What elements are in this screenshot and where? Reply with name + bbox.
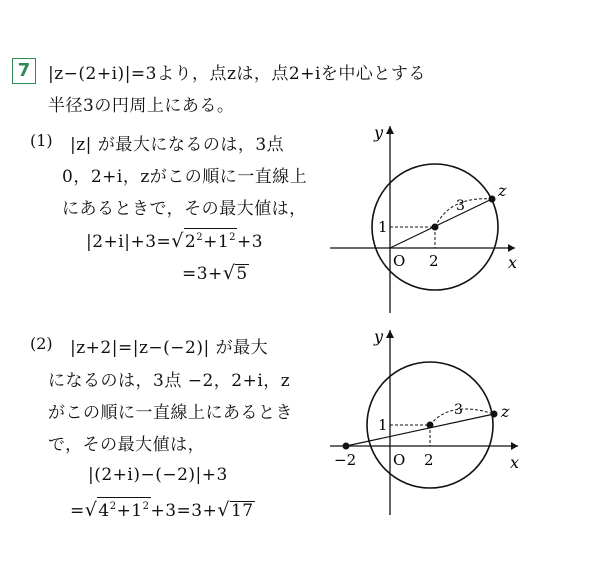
graph1-ray [390, 199, 492, 248]
part2-eq2-radicand-2: 17 [230, 501, 254, 521]
graph2-origin-label: O [393, 451, 406, 469]
graph1-x-label: x [508, 253, 518, 272]
graph1-x-arrow [508, 244, 515, 252]
part1-text-1: |z| が最大になるのは，3点 [70, 135, 285, 155]
part2-eq2-left: = [70, 501, 85, 521]
graph2-tick-y: 1 [378, 416, 388, 434]
graph1-y-arrow [386, 126, 394, 134]
part1-eq2-radicand: 5 [236, 264, 248, 284]
graph2-x-label: x [510, 453, 520, 472]
intro-line-2: 半径3の円周上にある。 [48, 96, 235, 116]
graph2-y-label: y [374, 327, 384, 346]
part1-eq1-left: |2+i|+3= [86, 232, 172, 252]
graph2-y-arrow [386, 330, 394, 338]
eq1-exp1: 2 [196, 232, 204, 243]
eq1-exp2: 2 [229, 232, 237, 243]
graph1-z-dot [489, 196, 496, 203]
eq2-plus: +1 [116, 501, 143, 521]
part1-eq1-tail: +3 [237, 232, 264, 252]
part1-eq1-radicand [184, 228, 237, 251]
graph2-x-arrow [511, 442, 518, 450]
part2-eq2-mid: +3=3+ [150, 501, 218, 521]
part2-text-3: がこの順に一直線上にあるとき [48, 403, 293, 423]
part1-text-2: 0，2+i，zがこの順に一直線上 [62, 167, 308, 187]
part1-label: (1) [30, 131, 53, 150]
part2-label: (2) [30, 334, 53, 353]
intro-line-1: |z−(2+i)|=3より，点zは，点2+iを中心とする [48, 64, 426, 84]
part2-equation-1: |(2+i)−(−2)|+3 [88, 465, 228, 485]
graph2-tick-x: 2 [424, 451, 434, 469]
eq2-exp2: 2 [142, 501, 150, 512]
part2-text-1: |z+2|=|z−(−2)| が最大 [70, 338, 269, 358]
part2-text-2: になるのは，3点 −2，2+i，z [48, 371, 291, 391]
eq2-exp1: 2 [109, 501, 117, 512]
problem-number-box: 7 [12, 58, 36, 84]
part2-equation-2: $=√4^2+1^2+3=3+√17$ [70, 499, 254, 521]
eq1-base1: 2 [184, 232, 197, 252]
graph1-center-dot [432, 224, 439, 231]
part1-eq2-left: =3+ [182, 264, 223, 284]
graph2-z-dot [491, 411, 498, 418]
graph2-ray [346, 414, 494, 446]
graph1-tick-x: 2 [429, 252, 439, 270]
graph1-y-label: y [374, 123, 384, 142]
part1-equation-1: $|2+i|+3=√2^2+1^2+3$ [86, 230, 264, 252]
graph1-tick-y: 1 [378, 218, 388, 236]
eq2-base1: 4 [98, 501, 110, 521]
eq1-plus: +1 [203, 232, 230, 252]
part1-text-3: にあるときで，その最大値は， [62, 199, 307, 219]
part1-equation-2: =3+√5 [182, 262, 248, 284]
graph2-z-label: z [501, 402, 510, 421]
graph1-radius-label: 3 [456, 198, 465, 214]
graph2-radius-label: 3 [454, 402, 463, 418]
graph2-neg2-dot [343, 443, 350, 450]
graph1-origin-label: O [393, 252, 406, 270]
graph2-tick-neg: −2 [334, 451, 357, 469]
part2-text-4: で，その最大値は， [48, 435, 206, 455]
part2-eq2-radicand [97, 497, 150, 520]
graph1-z-label: z [498, 181, 507, 200]
graph2-center-dot [427, 422, 434, 429]
graph-2 [320, 320, 570, 520]
graph-1 [320, 118, 570, 318]
